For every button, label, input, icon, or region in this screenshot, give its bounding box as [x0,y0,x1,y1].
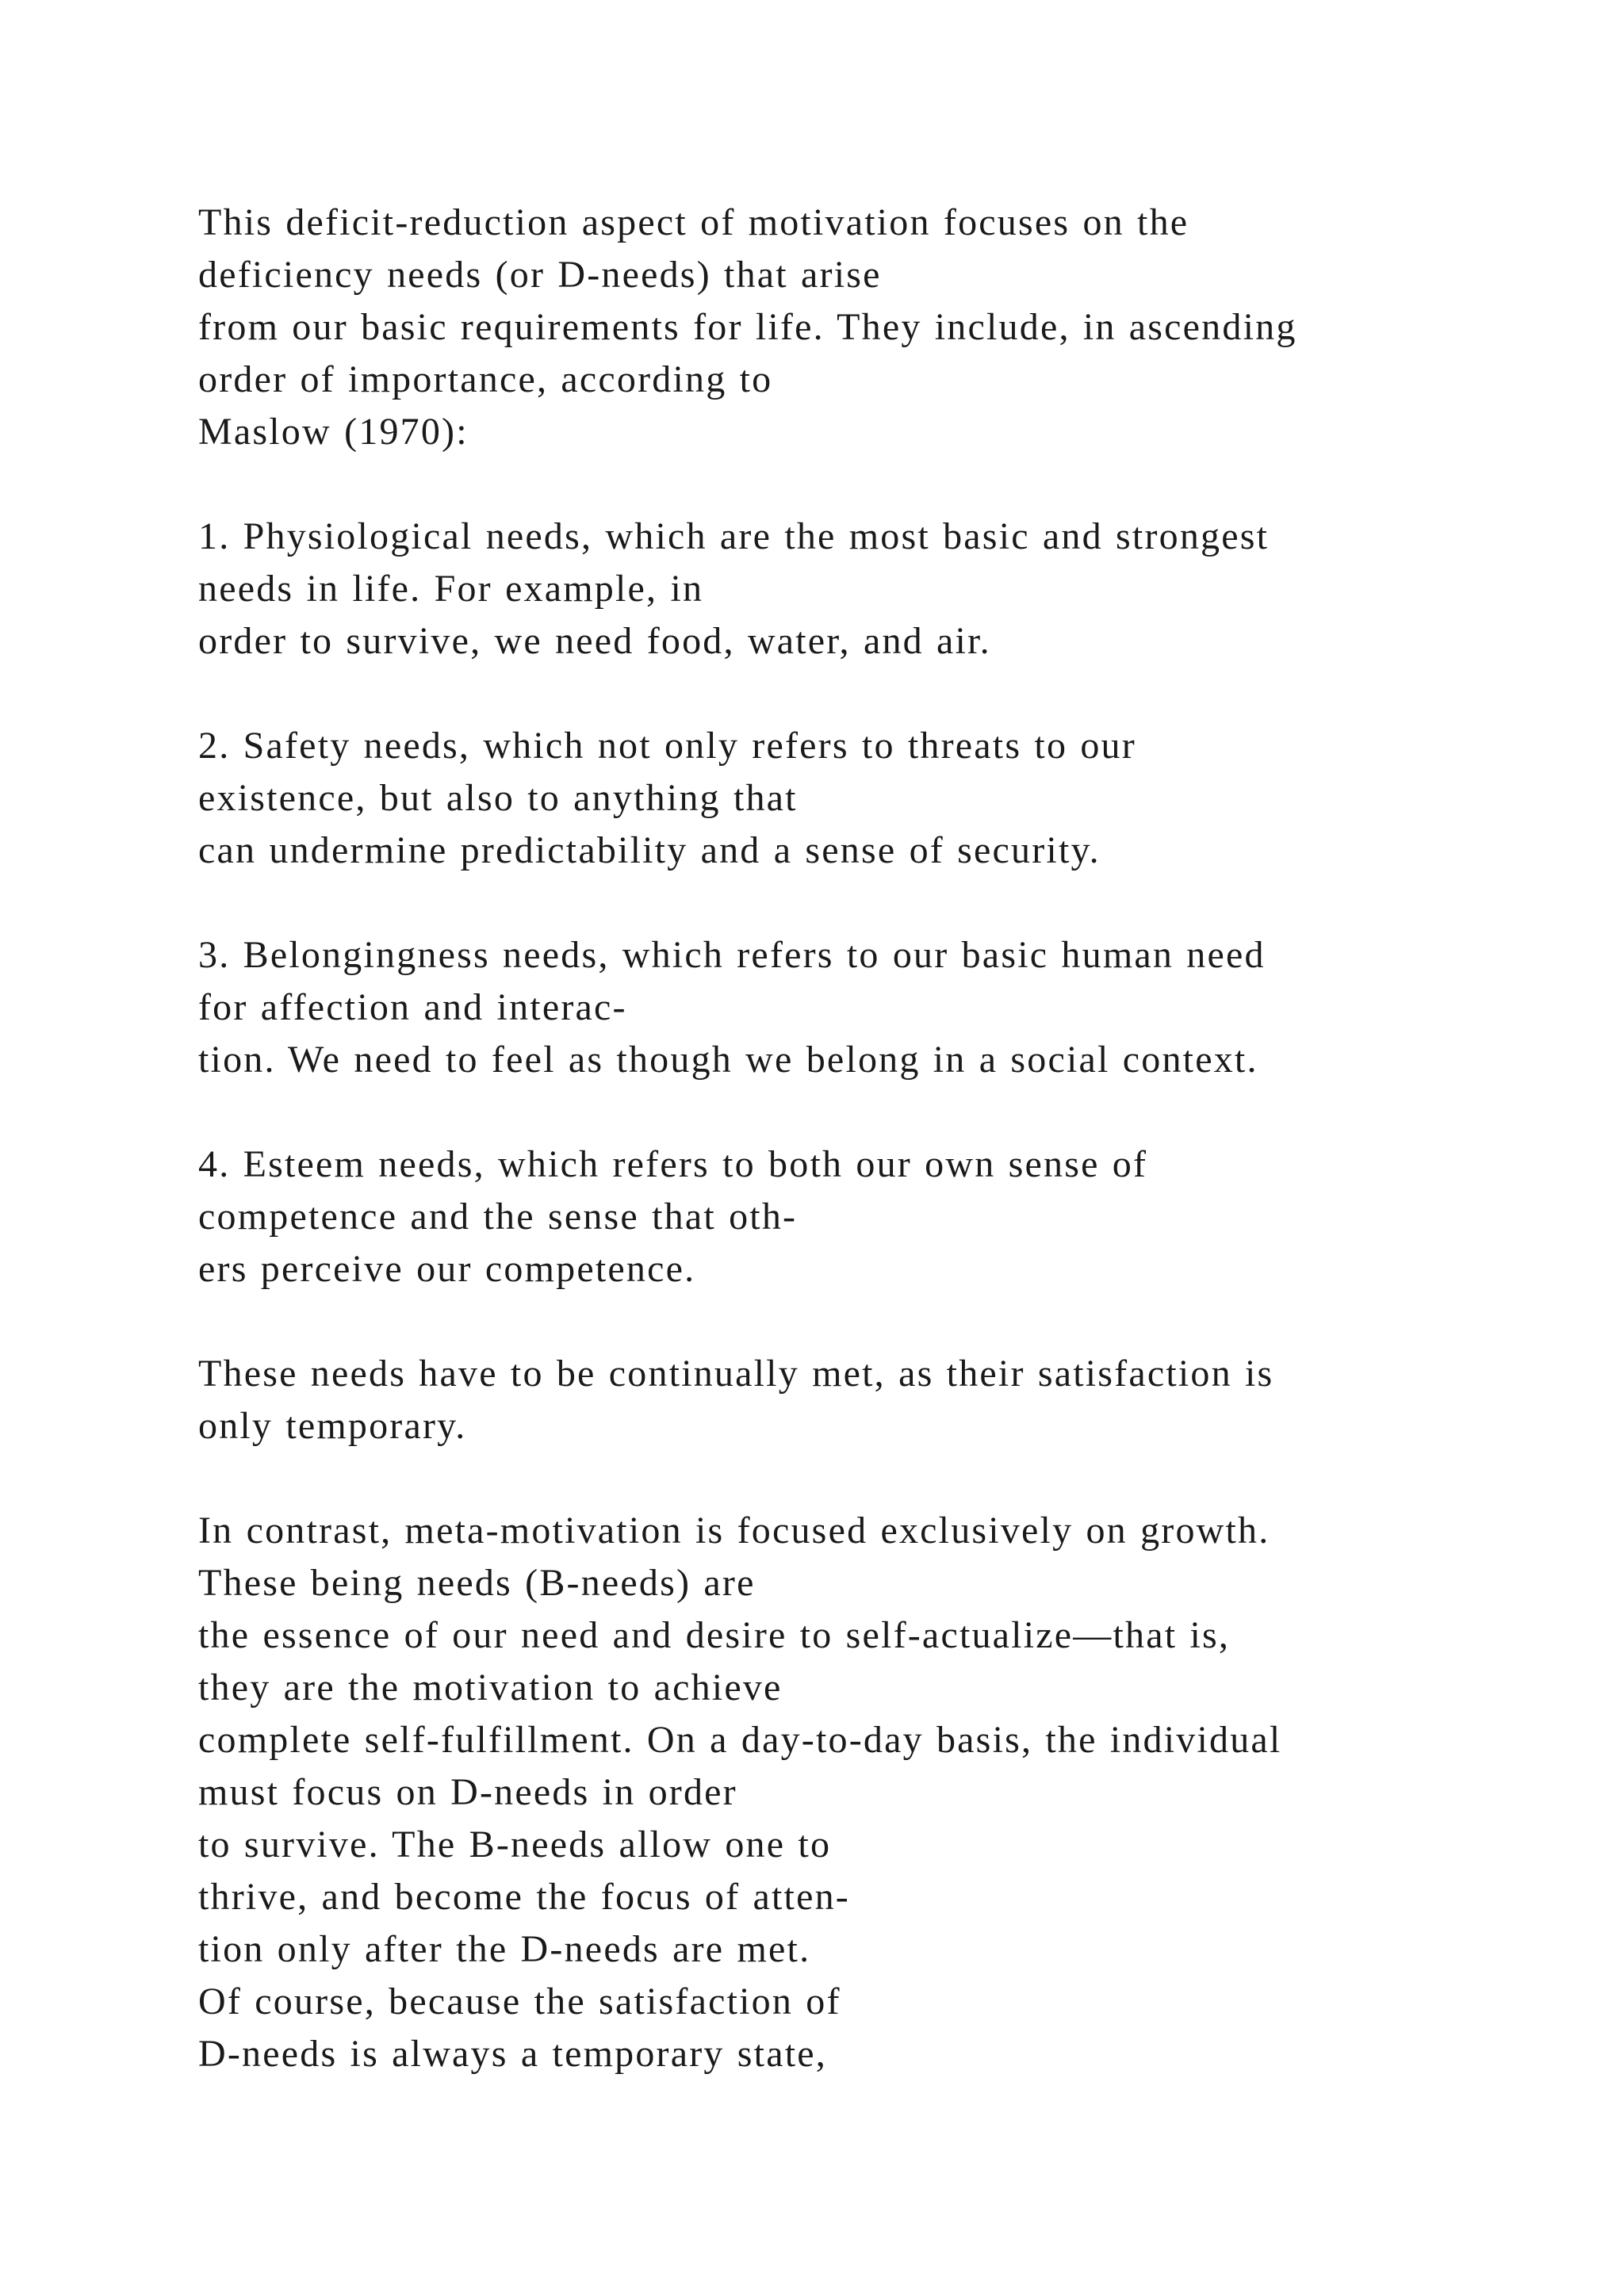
paragraph-continual [198,1348,1546,1452]
text-line: from our basic requirements for life. They include, in ascending [198,306,1297,348]
text-line: must focus on D-needs in order [198,1771,737,1813]
text-line: 4. Esteem needs, which refers to both our own sense of [198,1143,1148,1185]
list-item-physiological [198,511,1546,668]
text-line: existence, but also to anything that [198,777,798,819]
text-line: 1. Physiological needs, which are the most basic and strongest [198,515,1270,557]
text-line: tion. We need to feel as though we belong in a social context. [198,1039,1258,1081]
document-body [198,197,1546,2080]
text-line: This deficit-reduction aspect of motivation focuses on the [198,201,1189,243]
text-line: These being needs (B-needs) are [198,1562,756,1604]
text-line: ers perceive our competence. [198,1248,696,1290]
text-line: D-needs is always a temporary state, [198,2033,827,2075]
paragraph-meta-motivation [198,1505,1546,2080]
paragraph-intro [198,197,1546,458]
list-item-esteem [198,1138,1546,1295]
text-line: Maslow (1970): [198,411,469,453]
text-line: order to survive, we need food, water, and air. [198,620,991,662]
text-line: Of course, because the satisfaction of [198,1980,841,2022]
paragraph-gap [198,458,1546,511]
paragraph-gap [198,1295,1546,1348]
text-line: thrive, and become the focus of atten- [198,1876,850,1918]
text-line: can undermine predictability and a sense of security. [198,829,1101,871]
paragraph-gap [198,1452,1546,1505]
text-line: 2. Safety needs, which not only refers to threats to our [198,725,1136,767]
text-line: tion only after the D-needs are met. [198,1928,811,1970]
text-line: 3. Belongingness needs, which refers to our basic human need [198,934,1266,976]
paragraph-gap [198,877,1546,929]
text-line: the essence of our need and desire to self-actualize—that is, [198,1614,1231,1656]
paragraph-gap [198,668,1546,720]
text-line: they are the motivation to achieve [198,1667,783,1709]
text-line: deficiency needs (or D-needs) that arise [198,254,882,296]
text-line: for affection and interac- [198,986,627,1028]
list-item-belongingness [198,929,1546,1086]
list-item-safety [198,720,1546,877]
text-line: order of importance, according to [198,358,773,400]
text-line: only temporary. [198,1405,467,1447]
text-line: complete self-fulfillment. On a day-to-day basis, the individual [198,1719,1282,1761]
text-line: These needs have to be continually met, as their satisfaction is [198,1353,1274,1395]
text-line: competence and the sense that oth- [198,1196,798,1238]
text-line: needs in life. For example, in [198,568,704,610]
paragraph-gap [198,1086,1546,1138]
text-line: to survive. The B-needs allow one to [198,1823,832,1866]
text-line: In contrast, meta-motivation is focused exclusively on growth. [198,1510,1270,1552]
